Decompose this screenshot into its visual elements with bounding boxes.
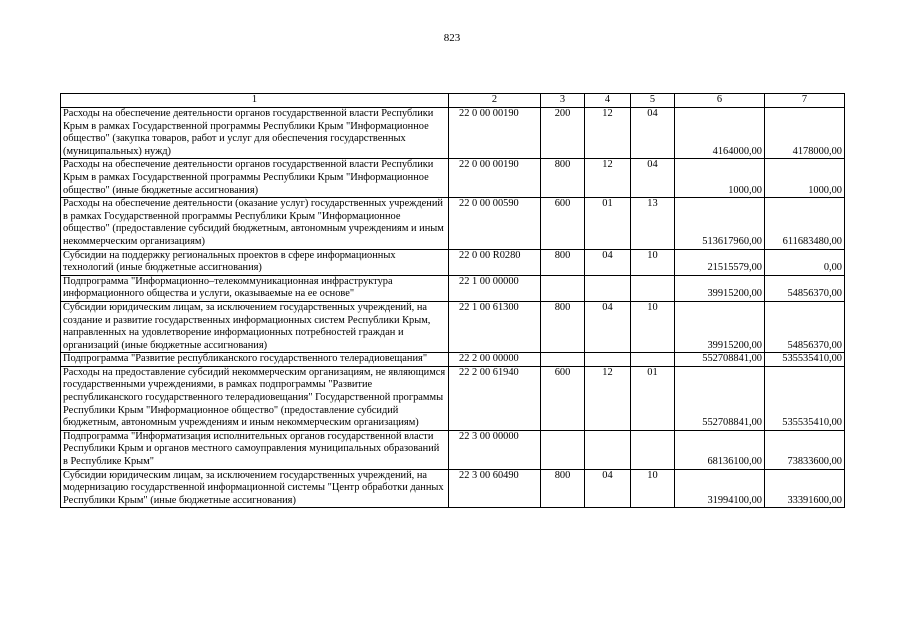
row-expense-type: 600 [541, 198, 585, 249]
row-amount-year2: 535535410,00 [765, 366, 845, 430]
row-amount-year2: 535535410,00 [765, 353, 845, 367]
row-expense-type: 800 [541, 159, 585, 198]
row-section: 04 [585, 301, 631, 352]
column-header: 7 [765, 94, 845, 108]
row-expense-type: 800 [541, 301, 585, 352]
row-description: Расходы на обеспечение деятельности органов государственной власти Республики Крым в рамках Государственной программы Республики Крым "Информационное общество" (закупка товаров, работ и услуг для обеспечения государственных (муниципальных) нужд) [61, 108, 449, 159]
row-expense-type [541, 353, 585, 367]
row-amount-year1: 31994100,00 [675, 469, 765, 508]
row-description: Расходы на предоставление субсидий некоммерческим организациям, не являющимся государственными учреждениями, в рамках подпрограммы "Развитие республиканского государственного телерадиовещания" Государственной программы Республики Крым "Информационное общество" (предоставление субсидий бюджетным, автономным учреждениям и иным некоммерческим организациям) [61, 366, 449, 430]
row-code: 22 3 00 60490 [449, 469, 541, 508]
row-expense-type: 800 [541, 249, 585, 275]
row-subsection [631, 353, 675, 367]
column-header: 3 [541, 94, 585, 108]
row-amount-year2: 54856370,00 [765, 275, 845, 301]
column-header: 6 [675, 94, 765, 108]
row-amount-year2: 54856370,00 [765, 301, 845, 352]
table-row [61, 198, 845, 249]
row-description: Субсидии юридическим лицам, за исключением государственных учреждений, на модернизацию государственной информационной системы "Центр обработки данных Республики Крым" (иные бюджетные ассигнования) [61, 469, 449, 508]
row-subsection: 01 [631, 366, 675, 430]
table-row [61, 159, 845, 198]
row-amount-year1: 1000,00 [675, 159, 765, 198]
row-code: 22 0 00 00590 [449, 198, 541, 249]
row-amount-year1: 4164000,00 [675, 108, 765, 159]
row-subsection: 04 [631, 159, 675, 198]
row-expense-type: 800 [541, 469, 585, 508]
row-amount-year2: 4178000,00 [765, 108, 845, 159]
row-subsection: 10 [631, 469, 675, 508]
table-row [61, 249, 845, 275]
budget-table [60, 93, 845, 508]
row-subsection [631, 430, 675, 469]
row-expense-type [541, 275, 585, 301]
table-row [61, 430, 845, 469]
row-code: 22 0 00 R0280 [449, 249, 541, 275]
row-section: 04 [585, 469, 631, 508]
row-amount-year1: 68136100,00 [675, 430, 765, 469]
row-subsection: 10 [631, 301, 675, 352]
row-description: Расходы на обеспечение деятельности органов государственной власти Республики Крым в рамках Государственной программы Республики Крым "Информационное общество" (иные бюджетные ассигнования) [61, 159, 449, 198]
row-section: 12 [585, 366, 631, 430]
row-section [585, 430, 631, 469]
row-section: 12 [585, 108, 631, 159]
table-header-row [61, 94, 845, 108]
row-section: 12 [585, 159, 631, 198]
row-amount-year2: 0,00 [765, 249, 845, 275]
row-subsection: 13 [631, 198, 675, 249]
row-code: 22 0 00 00190 [449, 159, 541, 198]
table-row [61, 275, 845, 301]
row-description: Подпрограмма "Развитие республиканского государственного телерадиовещания" [61, 353, 449, 367]
row-amount-year1: 552708841,00 [675, 366, 765, 430]
row-description: Расходы на обеспечение деятельности (оказание услуг) государственных учреждений в рамках Государственной программы Республики Крым "Информационное общество" (предоставление субсидий бюджетным, автономным учреждениям и иным некоммерческим организациям) [61, 198, 449, 249]
row-section: 04 [585, 249, 631, 275]
row-subsection: 04 [631, 108, 675, 159]
row-amount-year1: 513617960,00 [675, 198, 765, 249]
table-row [61, 353, 845, 367]
row-amount-year2: 611683480,00 [765, 198, 845, 249]
row-code: 22 2 00 00000 [449, 353, 541, 367]
row-amount-year1: 21515579,00 [675, 249, 765, 275]
row-description: Субсидии на поддержку региональных проектов в сфере информационных технологий (иные бюджетные ассигнования) [61, 249, 449, 275]
row-amount-year1: 39915200,00 [675, 301, 765, 352]
table-row [61, 366, 845, 430]
row-expense-type: 200 [541, 108, 585, 159]
row-description: Субсидии юридическим лицам, за исключением государственных учреждений, на создание и развитие государственных информационных систем Республики Крым, направленных на удовлетворение информационных потребностей граждан и организаций (иные бюджетные ассигнования) [61, 301, 449, 352]
row-amount-year1: 39915200,00 [675, 275, 765, 301]
row-amount-year2: 33391600,00 [765, 469, 845, 508]
row-amount-year2: 1000,00 [765, 159, 845, 198]
column-header: 4 [585, 94, 631, 108]
row-subsection: 10 [631, 249, 675, 275]
table-row [61, 108, 845, 159]
table-row [61, 469, 845, 508]
column-header: 5 [631, 94, 675, 108]
row-description: Подпрограмма "Информационно–телекоммуникационная инфраструктура информационного общества и услуги, оказываемые на ее основе" [61, 275, 449, 301]
column-header: 2 [449, 94, 541, 108]
row-expense-type: 600 [541, 366, 585, 430]
page-number: 823 [443, 32, 461, 44]
row-code: 22 1 00 61300 [449, 301, 541, 352]
row-amount-year1: 552708841,00 [675, 353, 765, 367]
row-code: 22 1 00 00000 [449, 275, 541, 301]
row-code: 22 0 00 00190 [449, 108, 541, 159]
table-row [61, 301, 845, 352]
row-amount-year2: 73833600,00 [765, 430, 845, 469]
row-section: 01 [585, 198, 631, 249]
column-header: 1 [61, 94, 449, 108]
row-subsection [631, 275, 675, 301]
row-code: 22 3 00 00000 [449, 430, 541, 469]
row-section [585, 275, 631, 301]
row-code: 22 2 00 61940 [449, 366, 541, 430]
row-expense-type [541, 430, 585, 469]
row-description: Подпрограмма "Информатизация исполнительных органов государственной власти Республики Крым и органов местного самоуправления муниципальных образований в Республике Крым" [61, 430, 449, 469]
row-section [585, 353, 631, 367]
